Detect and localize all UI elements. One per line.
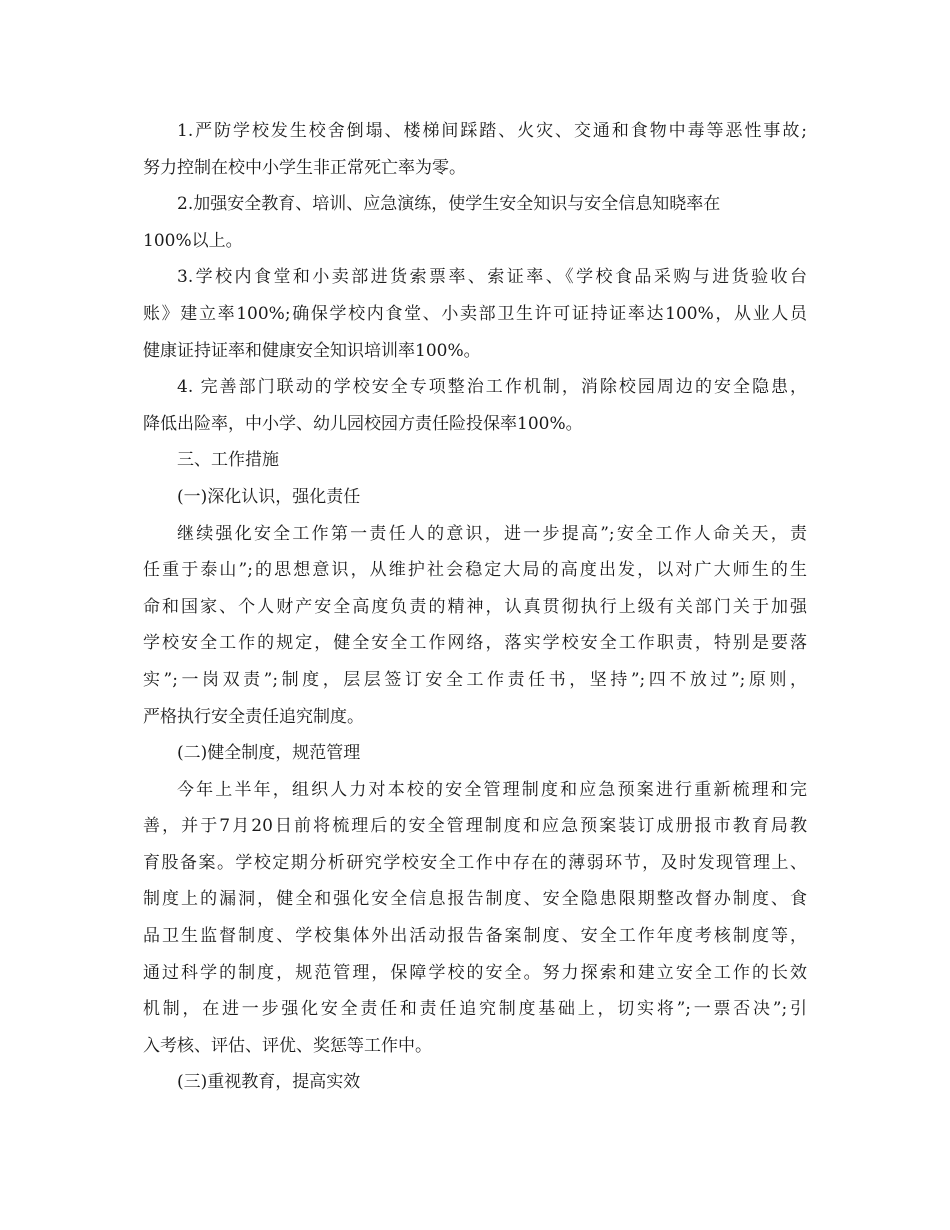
subsection-heading: (二)健全制度，规范管理 [177,743,361,764]
text-line: 3.学校内食堂和小卖部进货索票率、索证率、《学校食品采购与进货验收台 [177,267,807,288]
subsection-heading: (一)深化认识，强化责任 [177,486,361,507]
text-line: 任重于泰山”;的思想意识，从维护社会稳定大局的高度出发，以对广大师生的生 [143,560,807,581]
text-line: 善，并于7月20日前将梳理后的安全管理制度和应急预案装订成册报市教育局教 [143,816,807,837]
text-line: 实”;一岗双责”;制度，层层签订安全工作责任书，坚持”;四不放过”;原则， [143,669,807,690]
text-line: 育股备案。学校定期分析研究学校安全工作中存在的薄弱环节，及时发现管理上、 [143,852,807,873]
text-line: 100%以上。 [143,230,243,251]
subsection-heading: (三)重视教育，提高实效 [177,1072,361,1093]
text-line: 1.严防学校发生校舍倒塌、楼梯间踩踏、火灾、交通和食物中毒等恶性事故; [177,121,807,141]
text-line: 严格执行安全责任追究制度。 [143,706,364,727]
text-line: 降低出险率，中小学、幼儿园校园方责任险投保率100%。 [143,413,583,434]
section-heading: 三、工作措施 [177,450,279,471]
text-line: 机制，在进一步强化安全责任和责任追究制度基础上，切实将”;一票否决”;引 [143,999,807,1020]
text-line: 品卫生监督制度、学校集体外出活动报告备案制度、安全工作年度考核制度等， [143,926,807,947]
text-line: 学校安全工作的规定，健全安全工作网络，落实学校安全工作职责，特别是要落 [143,633,807,654]
text-line: 2.加强安全教育、培训、应急演练，使学生安全知识与安全信息知晓率在 [177,194,721,215]
text-line: 健康证持证率和健康安全知识培训率100%。 [143,340,481,361]
text-line: 账》建立率100%;确保学校内食堂、小卖部卫生许可证持证率达100%，从业人员 [143,303,807,324]
document-page [143,113,807,1101]
text-line: 4. 完善部门联动的学校安全专项整治工作机制，消除校园周边的安全隐患， [177,377,807,398]
text-line: 制度上的漏洞，健全和强化安全信息报告制度、安全隐患限期整改督办制度、食 [143,889,807,910]
text-line: 通过科学的制度，规范管理，保障学校的安全。努力探索和建立安全工作的长效 [143,962,807,983]
text-line: 努力控制在校中小学生非正常死亡率为零。 [143,157,466,178]
text-line: 入考核、评估、评优、奖惩等工作中。 [143,1035,432,1056]
text-line: 继续强化安全工作第一责任人的意识，进一步提高”;安全工作人命关天，责 [177,523,807,544]
text-line: 今年上半年，组织人力对本校的安全管理制度和应急预案进行重新梳理和完 [177,779,807,800]
text-line: 命和国家、个人财产安全高度负责的精神，认真贯彻执行上级有关部门关于加强 [143,596,807,617]
